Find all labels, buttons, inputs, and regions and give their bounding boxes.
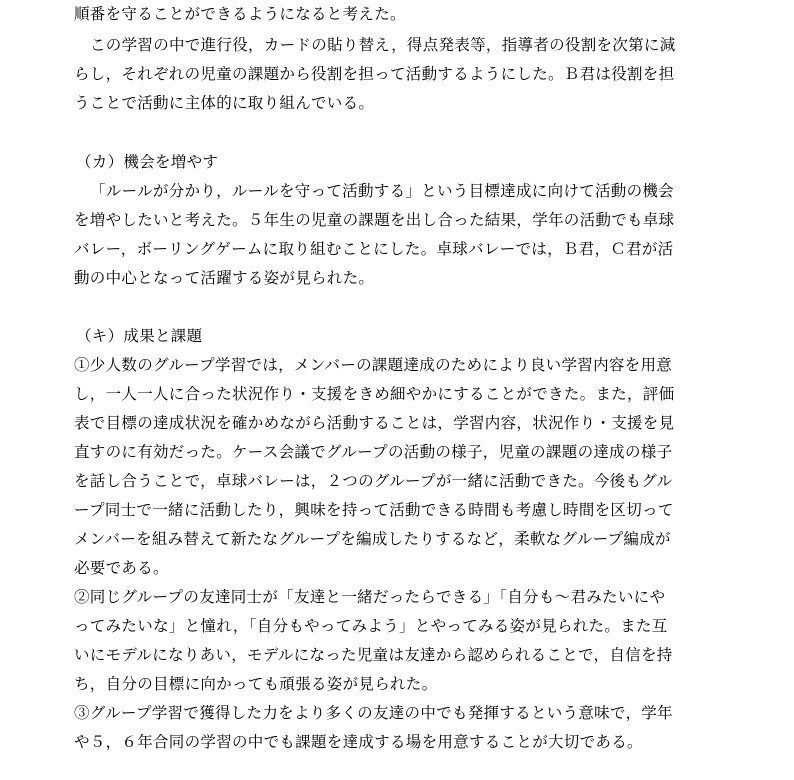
text-line: 動の中心となって活躍する姿が見られた。 [74, 269, 375, 287]
text-line: この学習の中で進行役，カードの貼り替え，得点発表等，指導者の役割を次第に減 [90, 36, 676, 54]
text-line: ってみたいな」と憧れ，「自分もやってみよう」とやってみる姿が見られた。また互 [74, 617, 668, 635]
text-line: 必要である。 [74, 559, 169, 577]
text-line: 直すのに有効だった。ケース会議でグループの活動の様子，児童の課題の達成の様子 [74, 443, 673, 461]
text-line: ①少人数のグループ学習では，メンバーの課題達成のためにより良い学習内容を用意 [74, 356, 673, 374]
text-line: らし，それぞれの児童の課題から役割を担って活動するようにした。Ｂ君は役割を担 [74, 65, 675, 83]
text-line: し，一人一人に合った状況作り・支援をきめ細やかにすることができた。また，評価 [74, 385, 675, 403]
text-line: バレー，ボーリングゲームに取り組むことにした。卓球バレーでは，Ｂ君，Ｃ君が活 [74, 240, 674, 258]
text-line: を増やしたいと考えた。５年生の児童の課題を出し合った結果，学年の活動でも卓球 [74, 211, 675, 229]
text-line: うことで活動に主体的に取り組んでいる。 [74, 94, 375, 112]
section-heading: （キ）成果と課題 [76, 327, 203, 345]
text-line: 表で目標の達成状況を確かめながら活動することは，学習内容，状況作り・支援を見 [74, 414, 675, 432]
text-line: メンバーを組み替えて新たなグループを編成したりするなど，柔軟なグループ編成が [74, 530, 671, 548]
text-line: ③グループ学習で獲得した力をより多くの友達の中でも発揮するという意味で，学年 [74, 704, 673, 722]
text-line: いにモデルになりあい，モデルになった児童は友達から認められることで，自信を持 [74, 646, 673, 664]
text-line: ープ同士で一緒に活動したり，興味を持って活動できる時間も考慮し時間を区切って [74, 501, 674, 519]
text-line: を話し合うことで，卓球バレーは，２つのグループが一緒に活動できた。今後もグル [74, 472, 673, 490]
text-line: 順番を守ることができるようになると考えた。 [74, 5, 406, 23]
section-heading: （カ）機会を増やす [76, 153, 219, 171]
text-line: ち，自分の目標に向かっても頑張る姿が見られた。 [74, 675, 438, 693]
text-line: ②同じグループの友達同士が「友達と一緒だったらできる」「自分も～君みたいにや [74, 588, 666, 606]
text-line: や５，６年合同の学習の中でも課題を達成する場を用意することが大切である。 [74, 733, 643, 751]
text-line: 「ルールが分かり，ルールを守って活動する」という目標達成に向けて活動の機会 [90, 182, 674, 200]
